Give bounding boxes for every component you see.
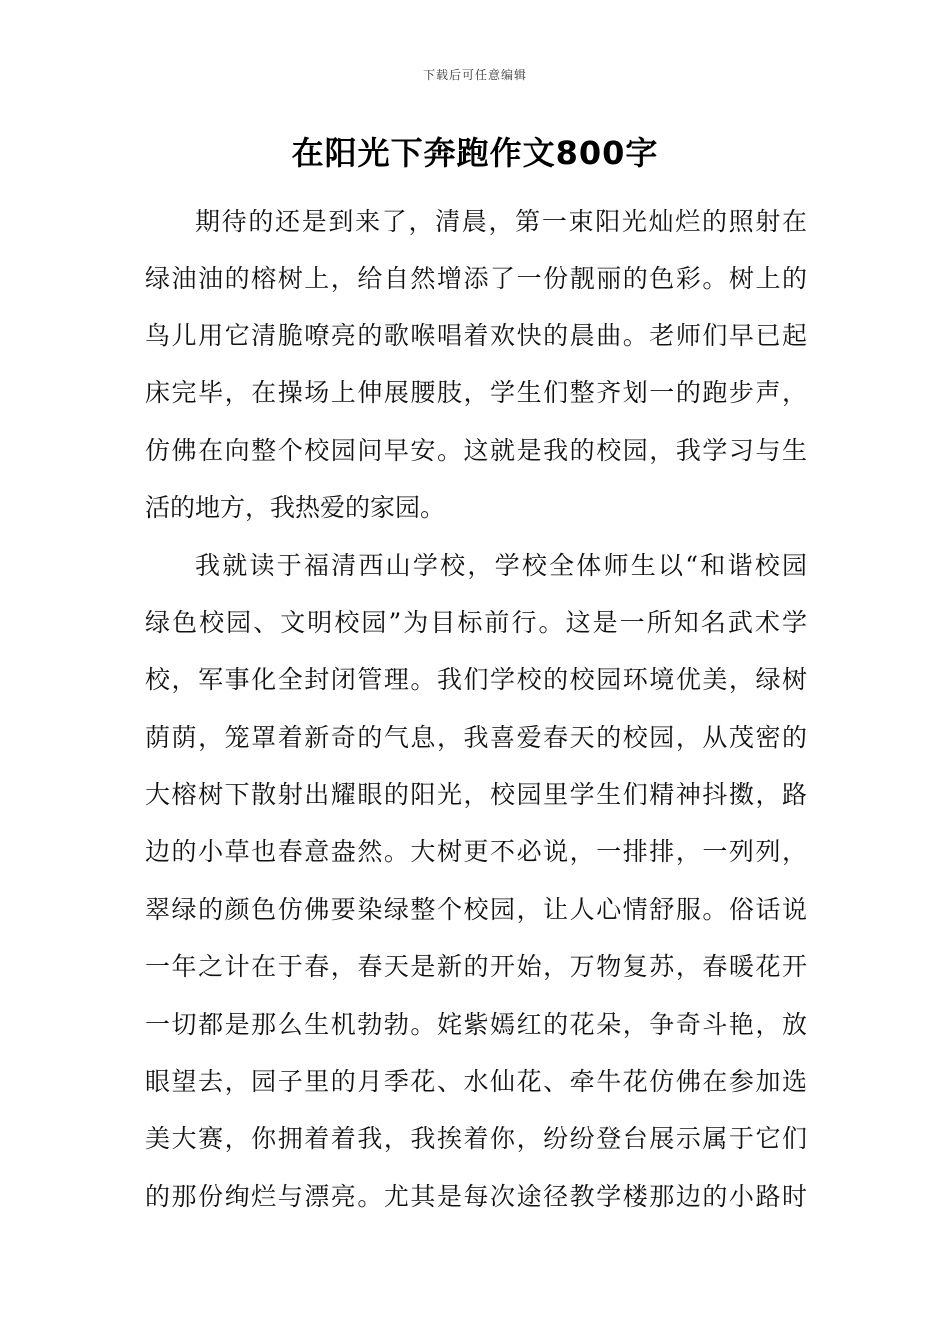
paragraph-1-line-2: 绿油油的榕树上，给自然增添了一份靓丽的色彩。树上的 [145, 264, 807, 293]
paragraph-1-line-6: 活的地方，我热爱的家园。 [145, 493, 446, 522]
paragraph-1-line-1: 期待的还是到来了，清晨，第一束阳光灿烂的照射在 [195, 207, 807, 236]
paragraph-1-line-4: 床完毕，在操场上伸展腰肢，学生们整齐划一的跑步声， [145, 378, 807, 407]
paragraph-2-line-12: 的那份绚烂与漂亮。尤其是每次途径教学楼那边的小路时 [145, 1182, 807, 1211]
paragraph-2-line-2: 绿色校园、文明校园”为目标前行。这是一所知名武术学 [145, 608, 807, 637]
paragraph-2-line-11: 美大赛，你拥着着我，我挨着你，纷纷登台展示属于它们 [145, 1124, 807, 1153]
paragraph-1-line-5: 仿佛在向整个校园问早安。这就是我的校园，我学习与生 [145, 436, 807, 465]
paragraph-2-line-1: 我就读于福清西山学校，学校全体师生以“和谐校园 [195, 551, 807, 580]
paragraph-2-line-4: 荫荫，笼罩着新奇的气息，我喜爱春天的校园，从茂密的 [145, 723, 807, 752]
paragraph-2-line-9: 一切都是那么生机勃勃。姹紫嫣红的花朵，争奇斗艳，放 [145, 1010, 807, 1039]
paragraph-2-line-7: 翠绿的颜色仿佛要染绿整个校园，让人心情舒服。俗话说 [145, 895, 807, 924]
document-title: 在阳光下奔跑作文800字 [291, 134, 659, 172]
paragraph-2-line-10: 眼望去，园子里的月季花、水仙花、牵牛花仿佛在参加选 [145, 1067, 807, 1096]
paragraph-1-line-3: 鸟儿用它清脆嘹亮的歌喉唱着欢快的晨曲。老师们早已起 [145, 321, 807, 350]
paragraph-2-line-6: 边的小草也春意盎然。大树更不必说，一排排，一列列， [145, 837, 807, 866]
paragraph-2-line-8: 一年之计在于春，春天是新的开始，万物复苏，春暖花开 [145, 952, 807, 981]
paragraph-2-line-5: 大榕树下散射出耀眼的阳光，校园里学生们精神抖擞，路 [145, 780, 807, 809]
header-note: 下载后可任意编辑 [422, 68, 527, 82]
paragraph-2-line-3: 校，军事化全封闭管理。我们学校的校园环境优美，绿树 [145, 665, 807, 694]
